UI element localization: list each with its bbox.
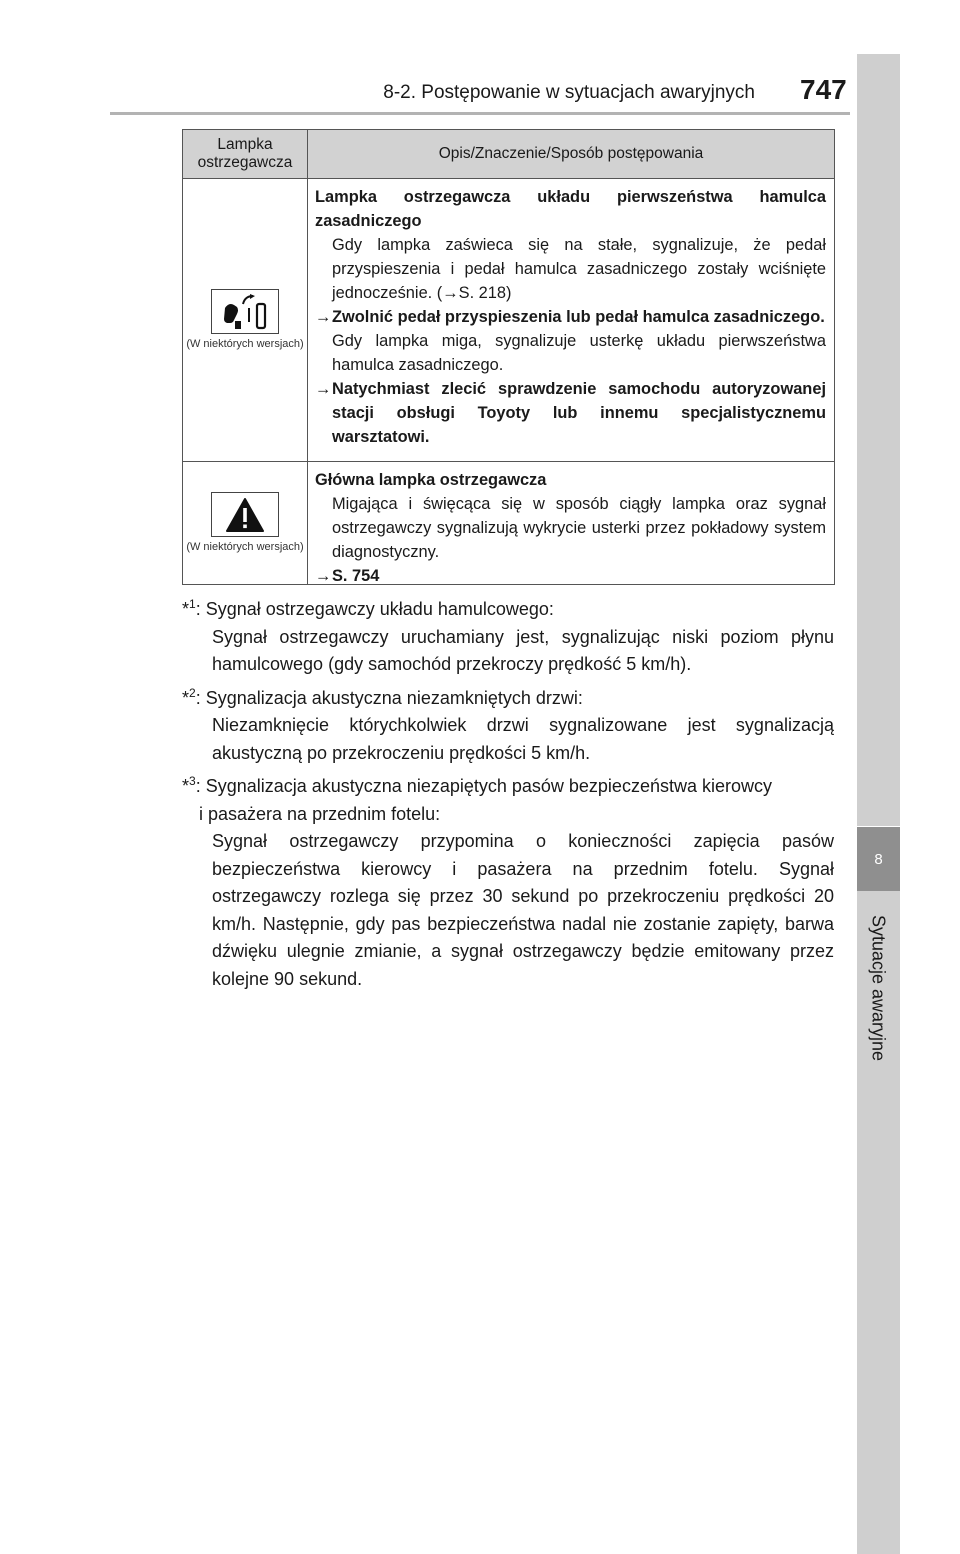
footnote-lead: *$^3$: Sygnalizacja akustyczna niezapiętych pasów bezpieczeństwa kierowcy: [182, 774, 772, 796]
icon-caption: (W niektórych wersjach): [186, 338, 304, 350]
description-cell: [308, 462, 834, 584]
lamp-cell: [183, 179, 308, 461]
footnote-lead-continued: i pasażera na przednim fotelu:: [199, 803, 441, 824]
master-warning-icon: [211, 492, 279, 537]
footnote-lead: *$^1$: Sygnał ostrzegawczy układu hamulcowego:: [182, 597, 554, 619]
footnote-lead: *$^2$: Sygnalizacja akustyczna niezamkniętych drzwi:: [182, 685, 583, 708]
chapter-number: 8: [857, 827, 900, 891]
row-action: → Zwolnić pedał przyspieszenia lub pedał hamulca zasadniczego.: [315, 305, 826, 329]
header-lamp: Lampka ostrzegawcza: [183, 130, 308, 178]
row-action: → Natychmiast zlecić sprawdzenie samochodu autoryzowanej stacji obsługi Toyoty lub innemu specjalistycznemu warsztatowi.: [315, 377, 826, 449]
description-cell: [308, 179, 834, 461]
footnote-body: Sygnał ostrzegawczy przypomina o konieczności zapięcia pasów bezpieczeństwa kierowcy i pasażera na przednim fotelu. Sygnał ostrzegawczy rozlega się przez 30 sekund po przekroczeniu prędkości 20 km/h. Następnie, gdy pas bezpieczeństwa nadal nie zostanie zapięty, barwa dźwięku ulegnie zmianie, a sygnał ostrzegawczy będzie emitowany przez kolejne 90 sekund.: [212, 831, 834, 989]
side-tab-top: [857, 54, 900, 826]
chapter-label: Sytuacje awaryjne: [868, 914, 889, 1062]
row-text: Migająca i święcąca się w sposób ciągły lampka oraz sygnał ostrzegawczy sygnalizują wykrycie usterki przez pokładowy system diagnostyczny.: [332, 495, 826, 561]
footnote-body: Niezamknięcie którychkolwiek drzwi sygnalizowane jest sygnalizacją akustyczną po przekroczeniu prędkości 5 km/h.: [212, 715, 834, 763]
arrow-icon: →: [315, 308, 332, 326]
warning-lamp-table: [182, 129, 835, 585]
table-row: [183, 179, 834, 461]
footnote: [182, 773, 834, 993]
page-reference[interactable]: S. 754: [332, 567, 380, 585]
footnote: [182, 685, 834, 768]
header-rule: [110, 112, 850, 115]
footnotes: [182, 596, 834, 999]
brake-override-icon: [211, 289, 279, 334]
table-row: [183, 461, 834, 584]
row-text: Gdy lampka miga, sygnalizuje usterkę układu pierwszeństwa hamulca zasadniczego.: [332, 332, 826, 374]
row-title: Lampka ostrzegawcza układu pierwszeństwa hamulca zasadniczego: [315, 188, 826, 230]
page-number: 747: [800, 74, 847, 105]
row-title: Główna lampka ostrzegawcza: [315, 471, 547, 489]
header-description: Opis/Znaczenie/Sposób postępowania: [438, 145, 704, 162]
table-header: [183, 130, 834, 179]
page-reference[interactable]: S. 218): [458, 284, 512, 302]
row-text: Gdy lampka zaświeca się na stałe, sygnalizuje, że pedał przyspieszenia i pedał hamulca zasadniczego zostały wciśnięte jednocześnie. (→S. 218): [332, 236, 826, 302]
row-action: [315, 564, 826, 588]
icon-caption: (W niektórych wersjach): [186, 541, 304, 553]
section-title: 8-2. Postępowanie w sytuacjach awaryjnych: [383, 82, 755, 103]
footnote: [182, 596, 834, 679]
arrow-icon: →: [315, 380, 332, 398]
arrow-icon: →: [315, 567, 332, 585]
lamp-cell: [183, 462, 308, 584]
footnote-body: Sygnał ostrzegawczy uruchamiany jest, sygnalizując niski poziom płynu hamulcowego (gdy samochód przekroczy prędkość 5 km/h).: [212, 626, 834, 674]
arrow-icon: →: [442, 284, 459, 302]
